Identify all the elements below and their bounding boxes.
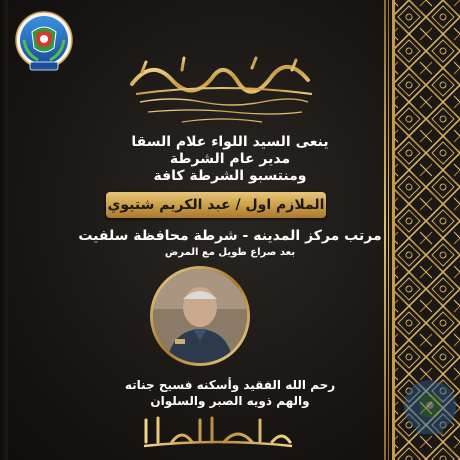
portrait-frame xyxy=(150,266,250,366)
deceased-name: الملازم اول / عبد الكريم شتيوي xyxy=(107,197,325,213)
closing-calligraphy xyxy=(138,412,298,454)
announcement-line2: مدير عام الشرطة xyxy=(169,151,291,167)
palestinian-police-badge-icon xyxy=(14,10,74,76)
announcement-line3: ومنتسبو الشرطة كافة xyxy=(153,168,307,184)
announcement-line1: ينعى السيد اللواء علام السقا xyxy=(131,134,329,150)
calligraphy-verse xyxy=(112,52,332,132)
prayer-line1: رحم الله الفقيد وأسكنه فسيح جناته xyxy=(124,378,336,392)
faint-police-badge-icon xyxy=(402,378,458,440)
deceased-unit: مرتب مركز المدينه - شرطة محافظة سلفيت xyxy=(78,228,382,244)
deceased-name-plate xyxy=(106,192,326,218)
portrait-photo xyxy=(153,269,247,363)
prayer-line2: والهم ذويه الصبر والسلوان xyxy=(150,394,310,408)
deceased-note: بعد صراع طويل مع المرض xyxy=(164,247,296,258)
left-edge-ornament xyxy=(0,0,8,460)
